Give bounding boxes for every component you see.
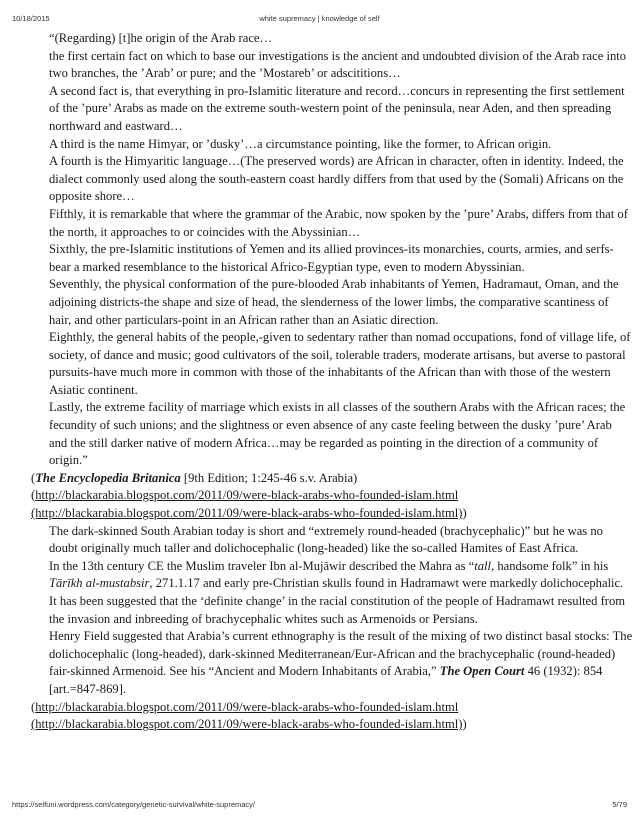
print-date: 10/18/2015 — [12, 14, 50, 23]
quote-paragraph: the first certain fact on which to base our investigations is the ancient and undoubted division of the Arab race into two branches, the ’Arab’ or pure; and the ’Mostareb’ or adscititions… — [49, 48, 627, 81]
text-run: In the 13th century CE the Muslim traveler Ibn al-Mujāwir described the Mahra as “ — [49, 558, 475, 573]
quote-paragraph: A third is the name Himyar, or ’dusky’…a circumstance pointing, like the former, to African origin. — [49, 136, 552, 151]
citation-line — [31, 470, 633, 488]
body-paragraph: The dark-skinned South Arabian today is short and “extremely round-headed (brachycephalic)” but he was no doubt originally much taller and dolichocephalic (long-headed) like the so-called Hamites of East Africa. — [49, 523, 603, 556]
paren-close: ) — [462, 506, 467, 521]
paren-open: ( — [31, 699, 36, 714]
body-paragraph — [31, 558, 633, 593]
quote-paragraph: Sixthly, the pre-Islamitic institutions of Yemen and its allied provinces-its monarchies, courts, armies, and serfs-bear a marked resemblance to the historical Africo-Egyptian type, even to modern Abyssinian. — [49, 242, 614, 274]
citation-link-line — [31, 699, 633, 717]
text-run: 46 (1932): 854 [art.=847-869]. — [49, 664, 603, 696]
citation-details: [9th Edition; 1:245-46 s.v. Arabia) — [180, 470, 358, 485]
quote-paragraph: A second fact is, that everything in pro-Islamitic literature and record…concurs in representing the first settlement of the ’pure’ Arabs as made on the extreme south-western point of the peninsula, near Aden, and then spreading northward and eastward… — [49, 83, 625, 133]
print-header — [0, 14, 639, 24]
book-title: Tārīkh al-mustabsir — [49, 576, 150, 591]
print-title: white supremacy | knowledge of self — [259, 14, 380, 23]
emphasis-tall: tall — [474, 558, 492, 573]
body-paragraph: It has been suggested that the ‘definite change’ in the racial constitution of the people of Hadramawt resulted from the invasion and inbreeding of brachycephalic whites such as Armenoids or Persians. — [49, 594, 626, 626]
page-number: 5/79 — [612, 800, 627, 809]
citation-link-line — [31, 505, 633, 523]
source-link[interactable]: (http://blackarabia.blogspot.com/2011/09/were-black-arabs-who-founded-islam.html) — [31, 506, 463, 521]
quote-paragraph: A fourth is the Himyaritic language…(The preserved words) are African in character, often in identity. Indeed, the dialect commonly used along the south-eastern coast hardly differs from that used by the (Somali) Africans on the opposite shore… — [49, 154, 624, 204]
source-link[interactable]: (http://blackarabia.blogspot.com/2011/09/were-black-arabs-who-founded-islam.html) — [31, 717, 463, 732]
article-body — [31, 30, 633, 734]
quote-paragraph: Fifthly, it is remarkable that where the grammar of the Arabic, now spoken by the ’pure’ Arabs, differs from that of the north, it approaches to or coincides with the Abyssinian… — [49, 206, 628, 239]
paren-close: ) — [462, 717, 467, 732]
page-url: https://selfuni.wordpress.com/category/genetic-survival/white-supremacy/ — [12, 800, 256, 809]
quote-paragraph: Eighthly, the general habits of the people,-given to sedentary rather than nomad occupations, fond of village life, of society, of dance and music; good cultivators of the soil, tolerable traders, moderate artisans, but averse to pastoral pursuits-have much more in common with those of the inhabitants of the African than with those of the western Asiatic continent. — [49, 330, 631, 397]
source-link[interactable]: http://blackarabia.blogspot.com/2011/09/were-black-arabs-who-founded-islam.html — [35, 488, 459, 503]
source-link[interactable]: http://blackarabia.blogspot.com/2011/09/were-black-arabs-who-founded-islam.html — [35, 699, 459, 714]
citation-link-line — [31, 716, 633, 734]
body-paragraph — [31, 628, 633, 698]
citation-link-line — [31, 487, 633, 505]
text-run: , 271.1.17 and early pre-Christian skulls found in Hadramawt were markedly dolichocephalic. — [149, 576, 624, 591]
print-footer — [0, 800, 639, 810]
journal-title: The Open Court — [439, 664, 525, 679]
citation-title: The Encyclopedia Britanica — [35, 470, 181, 485]
text-run: Henry Field suggested that Arabia’s current ethnography is the result of the mixing of two distinct basal stocks: The dolichocephalic (long-headed), dark-skinned Mediterranean/Eur-African and the brachycephalic (round-headed) fair-skinned Armenoid. See his “Ancient and Modern Inhabitants of Arabia,” — [49, 629, 633, 679]
quote-paragraph: Lastly, the extreme facility of marriage which exists in all classes of the southern Arabs with the African races; the fecundity of such unions; and the slightness or even absence of any caste feeling between the dusky ’pure’ Arab and the still darker native of modern Africa…may be regarded as pointing in the direction of a community of origin.” — [49, 400, 626, 468]
text-run: , handsome folk” in his — [491, 558, 609, 573]
quote-paragraph: Seventhly, the physical conformation of the pure-blooded Arab inhabitants of Yemen, Hadramaut, Oman, and the adjoining districts-the shape and size of head, the slenderness of the lower limbs, the comparative scantiness of hair, and other particulars-point in an African rather than an Asiatic direction. — [49, 277, 619, 327]
paren-open: ( — [31, 488, 36, 503]
citation-open: ( — [31, 470, 36, 485]
quote-paragraph: “(Regarding) [t]he origin of the Arab race… — [49, 31, 273, 45]
